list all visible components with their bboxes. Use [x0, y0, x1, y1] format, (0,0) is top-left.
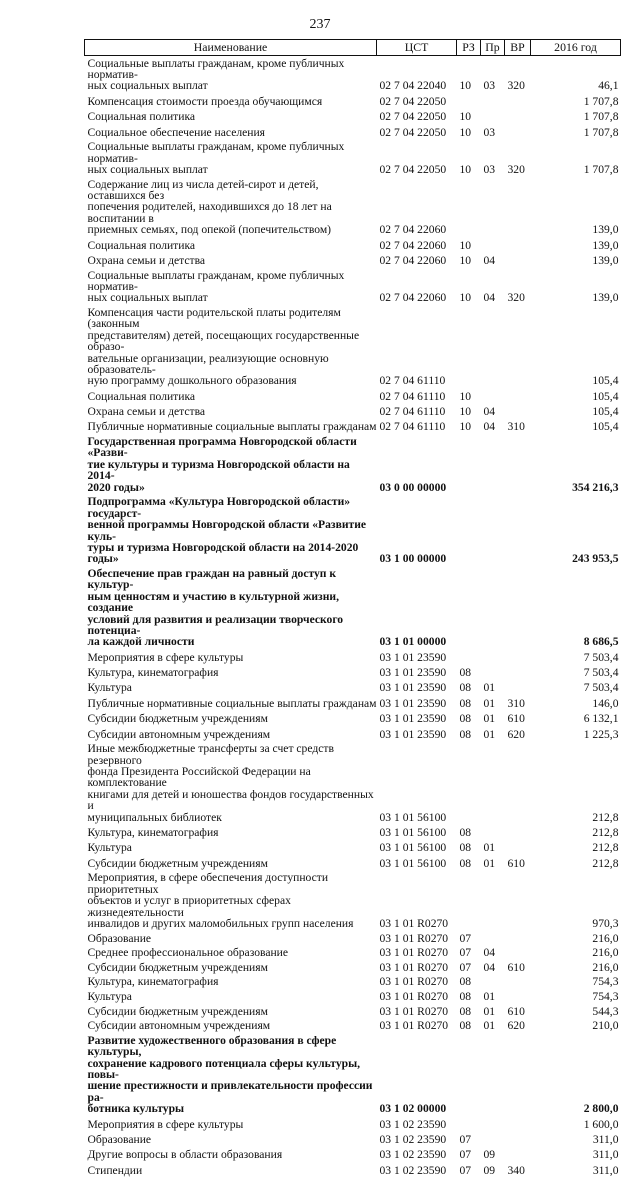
cell-pr: 04 [483, 946, 496, 960]
table-row [85, 56, 621, 94]
cell-cst: 02 7 04 22050 [379, 94, 447, 108]
cell-rz: 08 [459, 975, 472, 989]
cell-value: 216,0 [592, 931, 619, 945]
table-row [85, 124, 621, 139]
cell-pr [481, 975, 505, 990]
cell-value: 311,0 [592, 1148, 619, 1162]
cell-cst: 02 7 04 61110 [379, 420, 446, 434]
cell-cst: 03 1 01 00000 [379, 635, 447, 649]
cell-name: Компенсация части родительской платы родителям (законным представителям) детей, посещающих государственные образо- вательные организации, реализующие основную образователь- ную программу дошкольного образования [87, 305, 360, 388]
header-pr: Пр [481, 40, 505, 56]
cell-name: Социальные выплаты гражданам, кроме публичных норматив- ных социальных выплат [87, 56, 345, 93]
cell-vr [505, 253, 531, 268]
cell-name: Культура [87, 841, 132, 855]
cell-cst: 03 1 01 R0270 [379, 916, 449, 930]
cell-value: 105,4 [592, 405, 619, 419]
cell-cst: 03 1 01 23590 [379, 666, 447, 680]
cell-name: Другие вопросы в области образования [87, 1148, 283, 1162]
cell-value: 243 953,5 [572, 552, 619, 566]
table-row [85, 742, 621, 825]
header-cst: ЦСТ [377, 40, 457, 56]
cell-name: Публичные нормативные социальные выплаты гражданам [87, 696, 377, 710]
cell-rz: 07 [459, 960, 472, 974]
cell-value: 1 600,0 [583, 1117, 619, 1131]
cell-name: Культура [87, 989, 132, 1003]
table-row [85, 495, 621, 567]
cell-vr: 320 [507, 291, 525, 305]
cell-pr: 01 [483, 989, 496, 1003]
cell-name: Субсидии бюджетным учреждениям [87, 856, 268, 870]
cell-vr [505, 1033, 531, 1116]
cell-pr [481, 237, 505, 252]
cell-pr [481, 825, 505, 840]
cell-pr: 04 [483, 960, 496, 974]
cell-value: 105,4 [592, 420, 619, 434]
table-row [85, 1033, 621, 1116]
table-header [85, 40, 621, 56]
cell-pr: 01 [483, 712, 496, 726]
cell-cst: 02 7 04 22060 [379, 291, 447, 305]
cell-pr [481, 495, 505, 567]
cell-name: Социальные выплаты гражданам, кроме публичных норматив- ных социальных выплат [87, 140, 345, 176]
cell-name: Подпрограмма «Культура Новгородской области» государст- венной программы Новгородской области «Развитие куль- туры и туризма Новгородской области на 2014-2020 годы» [87, 495, 367, 566]
cell-value: 212,8 [592, 810, 619, 824]
table-row [85, 566, 621, 649]
table-row [85, 975, 621, 990]
table-row [85, 855, 621, 870]
table-row [85, 404, 621, 419]
cell-vr [505, 388, 531, 403]
table-row [85, 109, 621, 124]
cell-vr [505, 237, 531, 252]
cell-pr [481, 1033, 505, 1116]
table-row [85, 649, 621, 664]
cell-name: Развитие художественного образования в сфере культуры, сохранение кадрового потенциала сферы культуры, повы- шение престижности и привлекательности профессии ра- ботника культуры [87, 1033, 373, 1116]
table-row [85, 268, 621, 305]
cell-pr [481, 931, 505, 946]
cell-pr [481, 665, 505, 680]
cell-cst: 02 7 04 22050 [379, 125, 447, 139]
cell-name: Социальная политика [87, 238, 196, 252]
cell-rz [457, 305, 481, 388]
cell-name: Среднее профессиональное образование [87, 946, 289, 960]
cell-rz [457, 871, 481, 931]
cell-rz: 10 [459, 420, 472, 434]
cell-name: Культура, кинематография [87, 975, 219, 989]
cell-rz: 10 [459, 405, 472, 419]
cell-rz: 07 [459, 1132, 472, 1146]
cell-name: Мероприятия в сфере культуры [87, 1117, 244, 1131]
cell-rz: 10 [459, 253, 472, 267]
cell-rz: 10 [459, 162, 472, 176]
cell-rz [457, 742, 481, 825]
cell-cst: 03 1 01 R0270 [379, 960, 449, 974]
cell-vr [505, 566, 531, 649]
cell-name: Культура [87, 681, 132, 695]
table-row [85, 665, 621, 680]
cell-rz [457, 93, 481, 108]
cell-value: 105,4 [592, 374, 619, 388]
cell-vr [505, 1147, 531, 1162]
cell-pr: 09 [483, 1163, 496, 1177]
header-year: 2016 год [531, 40, 621, 56]
cell-vr [505, 871, 531, 931]
cell-pr: 01 [483, 696, 496, 710]
cell-value: 7 503,4 [583, 666, 619, 680]
cell-value: 210,0 [592, 1019, 619, 1033]
cell-value: 216,0 [592, 960, 619, 974]
cell-name: Субсидии автономным учреждениям [87, 727, 271, 741]
cell-pr [481, 871, 505, 931]
cell-pr: 03 [483, 125, 496, 139]
cell-name: Государственная программа Новгородской области «Разви- тие культуры и туризма Новгородской области на 2014- 2020 годы» [87, 435, 357, 494]
cell-name: Культура, кинематография [87, 826, 219, 839]
table-row [85, 1116, 621, 1131]
cell-vr: 610 [507, 1004, 525, 1018]
cell-pr [481, 177, 505, 237]
cell-cst: 03 1 00 00000 [379, 552, 447, 566]
cell-cst: 03 1 01 R0270 [379, 1004, 449, 1018]
cell-rz [457, 495, 481, 567]
cell-value: 139,0 [592, 223, 619, 237]
cell-vr [505, 680, 531, 695]
cell-vr: 610 [507, 960, 525, 974]
cell-rz: 07 [459, 1163, 472, 1177]
cell-cst: 03 1 02 23590 [379, 1132, 447, 1146]
cell-rz: 10 [459, 79, 472, 93]
cell-rz [457, 1033, 481, 1116]
cell-vr [505, 989, 531, 1004]
cell-rz [457, 566, 481, 649]
cell-cst: 03 1 01 56100 [379, 810, 447, 824]
cell-value: 354 216,3 [572, 480, 619, 494]
cell-vr [505, 124, 531, 139]
cell-value: 146,0 [592, 696, 619, 710]
cell-pr: 01 [483, 1019, 496, 1033]
cell-pr: 03 [483, 79, 496, 93]
header-vr: ВР [505, 40, 531, 56]
table-row [85, 253, 621, 268]
cell-name: Субсидии бюджетным учреждениям [87, 960, 268, 974]
cell-name: Образование [87, 1132, 152, 1146]
cell-rz: 07 [459, 946, 472, 960]
cell-vr [505, 742, 531, 825]
cell-pr: 04 [483, 405, 496, 419]
cell-cst: 02 7 04 22050 [379, 162, 447, 176]
table-row [85, 434, 621, 494]
cell-rz: 07 [459, 1148, 472, 1162]
cell-cst: 02 7 04 22060 [379, 253, 447, 267]
cell-pr [481, 742, 505, 825]
cell-pr [481, 1132, 505, 1147]
cell-rz: 08 [459, 826, 472, 839]
cell-rz [457, 649, 481, 664]
cell-pr: 03 [483, 162, 496, 176]
cell-name: Субсидии автономным учреждениям [87, 1019, 271, 1033]
cell-name: Обеспечение прав граждан на равный доступ к культур- ным ценностям и участию в культурной жизни, создание условий для развития и реализации творческого потенциа- ла каждой личности [87, 566, 344, 649]
cell-name: Охрана семьи и детства [87, 253, 206, 267]
cell-value: 311,0 [592, 1132, 619, 1146]
cell-value: 7 503,4 [583, 650, 619, 664]
cell-cst: 03 1 01 R0270 [379, 975, 449, 989]
cell-value: 216,0 [592, 946, 619, 960]
cell-rz: 08 [459, 989, 472, 1003]
cell-name: Иные межбюджетные трансферты за счет средств резервного фонда Президента Российской Федерации на комплектование книгами для детей и юношества фондов государственных и муниципальных библиотек [87, 742, 374, 824]
cell-cst: 02 7 04 61110 [379, 374, 446, 388]
cell-rz [457, 177, 481, 237]
cell-cst: 03 1 01 56100 [379, 826, 447, 839]
table-row [85, 825, 621, 840]
cell-rz [457, 434, 481, 494]
cell-name: Социальные выплаты гражданам, кроме публичных норматив- ных социальных выплат [87, 268, 345, 305]
cell-cst: 03 1 01 R0270 [379, 931, 449, 945]
table-row [85, 237, 621, 252]
table-row [85, 695, 621, 710]
cell-value: 1 707,8 [583, 162, 619, 176]
cell-cst: 03 1 01 56100 [379, 856, 447, 870]
cell-rz: 08 [459, 681, 472, 695]
cell-cst: 03 1 01 56100 [379, 841, 447, 855]
cell-name: Охрана семьи и детства [87, 405, 206, 419]
cell-cst: 03 1 01 23590 [379, 727, 447, 741]
cell-name: Социальная политика [87, 389, 196, 403]
table-row [85, 931, 621, 946]
cell-rz: 08 [459, 1004, 472, 1018]
cell-vr [505, 931, 531, 946]
cell-rz: 08 [459, 1019, 472, 1033]
cell-vr [505, 1116, 531, 1131]
header-rz: РЗ [457, 40, 481, 56]
cell-vr [505, 93, 531, 108]
table-row [85, 1004, 621, 1019]
cell-vr: 340 [507, 1163, 525, 1177]
cell-name: Культура, кинематография [87, 666, 219, 680]
table-row [85, 726, 621, 741]
cell-vr [505, 975, 531, 990]
cell-pr: 04 [483, 420, 496, 434]
cell-pr [481, 649, 505, 664]
cell-name: Социальная политика [87, 110, 196, 124]
cell-pr: 09 [483, 1148, 496, 1162]
cell-cst: 03 1 01 23590 [379, 712, 447, 726]
cell-value: 1 707,8 [583, 125, 619, 139]
table-row [85, 305, 621, 388]
cell-cst: 02 7 04 22060 [379, 223, 447, 237]
cell-name: Стипендии [87, 1163, 143, 1177]
cell-cst: 03 1 01 R0270 [379, 1019, 449, 1033]
cell-rz: 08 [459, 727, 472, 741]
cell-name: Компенсация стоимости проезда обучающимся [87, 94, 323, 108]
cell-vr [505, 109, 531, 124]
cell-vr [505, 946, 531, 961]
cell-rz: 10 [459, 389, 472, 403]
cell-vr: 310 [507, 696, 525, 710]
table-row [85, 989, 621, 1004]
cell-vr: 610 [507, 712, 525, 726]
cell-cst: 02 7 04 22050 [379, 110, 447, 124]
cell-pr [481, 566, 505, 649]
cell-value: 2 800,0 [583, 1102, 619, 1116]
cell-vr [505, 840, 531, 855]
cell-rz: 07 [459, 931, 472, 945]
cell-value: 139,0 [592, 238, 619, 252]
cell-name: Мероприятия в сфере культуры [87, 650, 244, 664]
cell-pr: 01 [483, 1004, 496, 1018]
cell-vr [505, 649, 531, 664]
cell-vr: 320 [507, 162, 525, 176]
table-row [85, 711, 621, 726]
cell-vr [505, 404, 531, 419]
cell-value: 139,0 [592, 253, 619, 267]
cell-cst: 03 0 00 00000 [379, 480, 447, 494]
cell-pr: 01 [483, 727, 496, 741]
table-row [85, 140, 621, 177]
cell-name: Субсидии бюджетным учреждениям [87, 1004, 268, 1018]
cell-value: 46,1 [598, 79, 619, 93]
cell-cst: 03 1 01 23590 [379, 681, 447, 695]
cell-pr: 04 [483, 253, 496, 267]
cell-cst: 02 7 04 22040 [379, 79, 447, 93]
cell-name: Образование [87, 931, 152, 945]
cell-vr: 620 [507, 727, 525, 741]
page-number: 237 [309, 17, 331, 32]
cell-value: 212,8 [592, 841, 619, 855]
cell-vr [505, 305, 531, 388]
cell-rz: 10 [459, 125, 472, 139]
cell-value: 970,3 [592, 916, 619, 930]
cell-rz [457, 1116, 481, 1131]
cell-vr: 610 [507, 856, 525, 870]
cell-vr: 620 [507, 1019, 525, 1033]
cell-value: 8 686,5 [583, 635, 619, 649]
table-row [85, 1162, 621, 1177]
table-row [85, 1019, 621, 1034]
cell-rz: 08 [459, 666, 472, 680]
cell-vr [505, 434, 531, 494]
cell-pr [481, 93, 505, 108]
cell-cst: 02 7 04 22060 [379, 238, 447, 252]
table-row [85, 177, 621, 237]
cell-value: 1 225,3 [583, 727, 619, 741]
cell-rz: 08 [459, 712, 472, 726]
cell-value: 7 503,4 [583, 681, 619, 695]
cell-cst: 03 1 02 00000 [379, 1102, 447, 1116]
table-row [85, 680, 621, 695]
cell-pr [481, 109, 505, 124]
table-row [85, 1147, 621, 1162]
cell-rz: 10 [459, 238, 472, 252]
table-row [85, 960, 621, 975]
cell-rz: 10 [459, 110, 472, 124]
cell-vr [505, 495, 531, 567]
cell-value: 754,3 [592, 975, 619, 989]
cell-pr: 01 [483, 841, 496, 855]
cell-name: Содержание лиц из числа детей-сирот и детей, оставшихся без попечения родителей, находившихся до 18 лет на воспитании в приемных семьях, под опекой (попечительством) [87, 177, 332, 237]
table-row [85, 1132, 621, 1147]
cell-cst: 03 1 02 23590 [379, 1163, 447, 1177]
cell-name: Публичные нормативные социальные выплаты гражданам [87, 420, 377, 434]
cell-cst: 03 1 01 R0270 [379, 946, 449, 960]
cell-name: Мероприятия, в сфере обеспечения доступности приоритетных объектов и услуг в приоритетных сферах жизнедеятельности инвалидов и других маломобильных групп населения [87, 871, 354, 930]
cell-cst: 03 1 01 R0270 [379, 989, 449, 1003]
cell-cst: 02 7 04 61110 [379, 389, 446, 403]
cell-pr [481, 434, 505, 494]
cell-rz: 10 [459, 291, 472, 305]
cell-pr: 01 [483, 856, 496, 870]
cell-rz: 08 [459, 696, 472, 710]
table-row [85, 840, 621, 855]
cell-vr: 320 [507, 79, 525, 93]
cell-vr [505, 177, 531, 237]
cell-pr: 04 [483, 291, 496, 305]
cell-rz: 08 [459, 856, 472, 870]
cell-name: Социальное обеспечение населения [87, 125, 266, 139]
table-row [85, 946, 621, 961]
cell-cst: 02 7 04 61110 [379, 405, 446, 419]
cell-value: 139,0 [592, 291, 619, 305]
table-row [85, 388, 621, 403]
cell-cst: 03 1 01 23590 [379, 650, 447, 664]
cell-value: 311,0 [592, 1163, 619, 1177]
cell-cst: 03 1 01 23590 [379, 696, 447, 710]
budget-table [84, 39, 621, 1178]
cell-value: 212,8 [592, 826, 619, 839]
cell-value: 6 132,1 [583, 712, 619, 726]
cell-value: 1 707,8 [583, 110, 619, 124]
cell-name: Субсидии бюджетным учреждениям [87, 712, 268, 726]
table-row [85, 419, 621, 434]
cell-cst: 03 1 02 23590 [379, 1117, 447, 1131]
cell-vr [505, 1132, 531, 1147]
table-row [85, 93, 621, 108]
table-row [85, 871, 621, 931]
cell-value: 212,8 [592, 856, 619, 870]
cell-vr [505, 825, 531, 840]
cell-value: 1 707,8 [583, 94, 619, 108]
cell-cst: 03 1 02 23590 [379, 1148, 447, 1162]
cell-pr [481, 305, 505, 388]
cell-vr: 310 [507, 420, 525, 434]
cell-value: 105,4 [592, 389, 619, 403]
header-name: Наименование [85, 40, 377, 56]
cell-rz: 08 [459, 841, 472, 855]
cell-pr [481, 1116, 505, 1131]
cell-pr [481, 388, 505, 403]
cell-value: 754,3 [592, 989, 619, 1003]
cell-vr [505, 665, 531, 680]
cell-pr: 01 [483, 681, 496, 695]
cell-value: 544,3 [592, 1004, 619, 1018]
